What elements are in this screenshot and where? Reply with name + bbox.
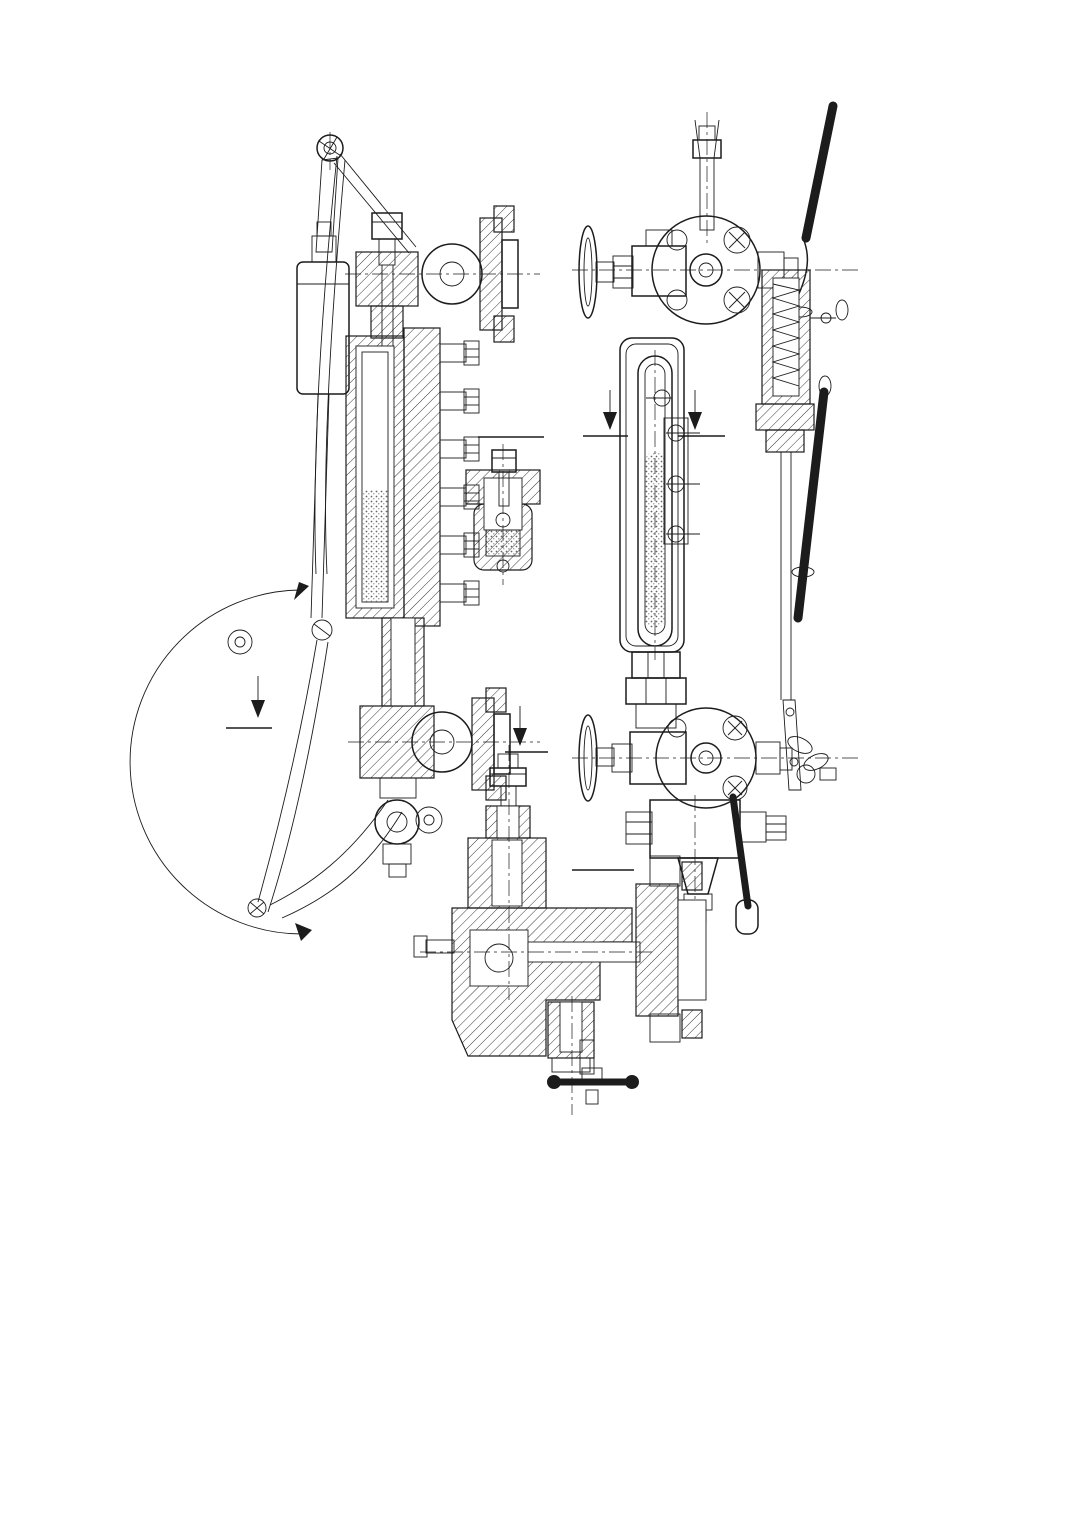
right-assembly [572, 106, 862, 935]
section-s-d [466, 437, 544, 585]
watermark [0, 1332, 1080, 1515]
